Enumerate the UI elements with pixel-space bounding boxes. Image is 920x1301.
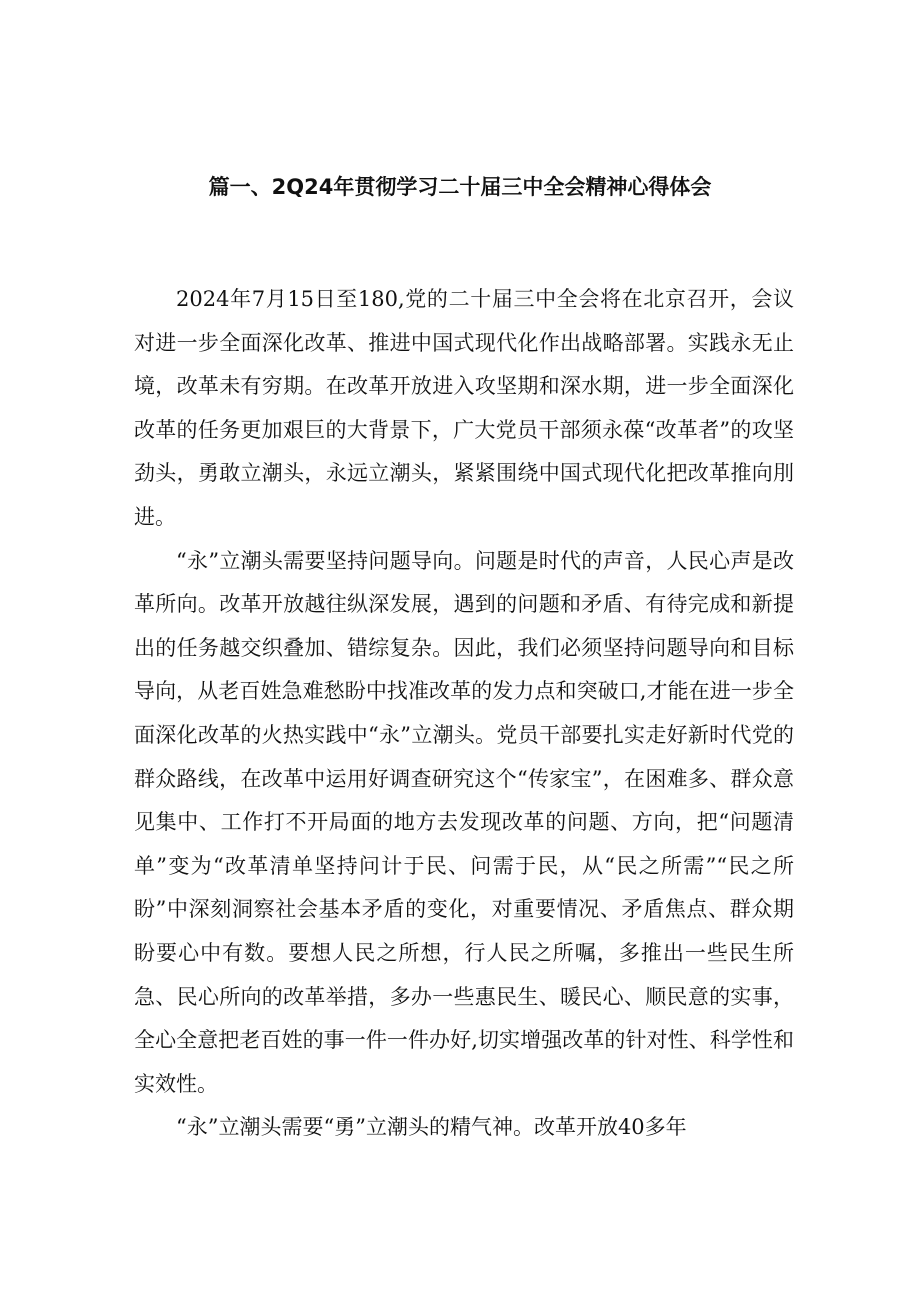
paragraph-3: “永”立潮头需要“勇”立潮头的精气神。改革开放40多年 xyxy=(176,1115,687,1140)
paragraph-2: “永”立潮头需要坚持问题导向。问题是时代的声音，人民心声是改革所向。改革开放越往纵深发展，遇到的问题和矛盾、有待完成和新提出的任务越交织叠加、错综复杂。因此，我们必须坚持问题导向和目标导向，从老百姓急难愁盼中找准改革的发力点和突破口,才能在进一步全面深化改革的火热实践中“永”立潮头。党员干部要扎实走好新时代党的群众路线，在改革中运用好调查研究这个“传家宝”，在困难多、群众意见集中、工作打不开局面的地方去发现改革的问题、方向，把“问题清单”变为“改革清单坚持问计于民、问需于民，从“民之所需”“民之所盼”中深刻洞察社会基本矛盾的变化，对重要情况、矛盾焦点、群众期盼要心中有数。要想人民之所想，行人民之所嘱，多推出一些民生所急、民心所向的改革举措，多办一些惠民生、暖民心、顺民意的实事，全心全意把老百姓的事一件一件办好,切实增强改革的针对性、科学性和实效性。 xyxy=(134,548,794,1096)
document-title: 篇一、2Q24年贯彻学习二十届三中全会精神心得体会 xyxy=(208,175,712,199)
paragraph-1: 2024年7月15日至180,党的二十届三中全会将在北京召开，会议对进一步全面深化改革、推进中国式现代化作出战略部署。实践永无止境，改革未有穷期。在改革开放进入攻坚期和深水期，进一步全面深化改革的任务更加艰巨的大背景下，广大党员干部须永葆“改革者”的攻坚劲头，勇敢立潮头，永远立潮头，紧紧围绕中国式现代化把改革推向刖进。 xyxy=(134,287,794,529)
document-body xyxy=(134,278,794,1150)
